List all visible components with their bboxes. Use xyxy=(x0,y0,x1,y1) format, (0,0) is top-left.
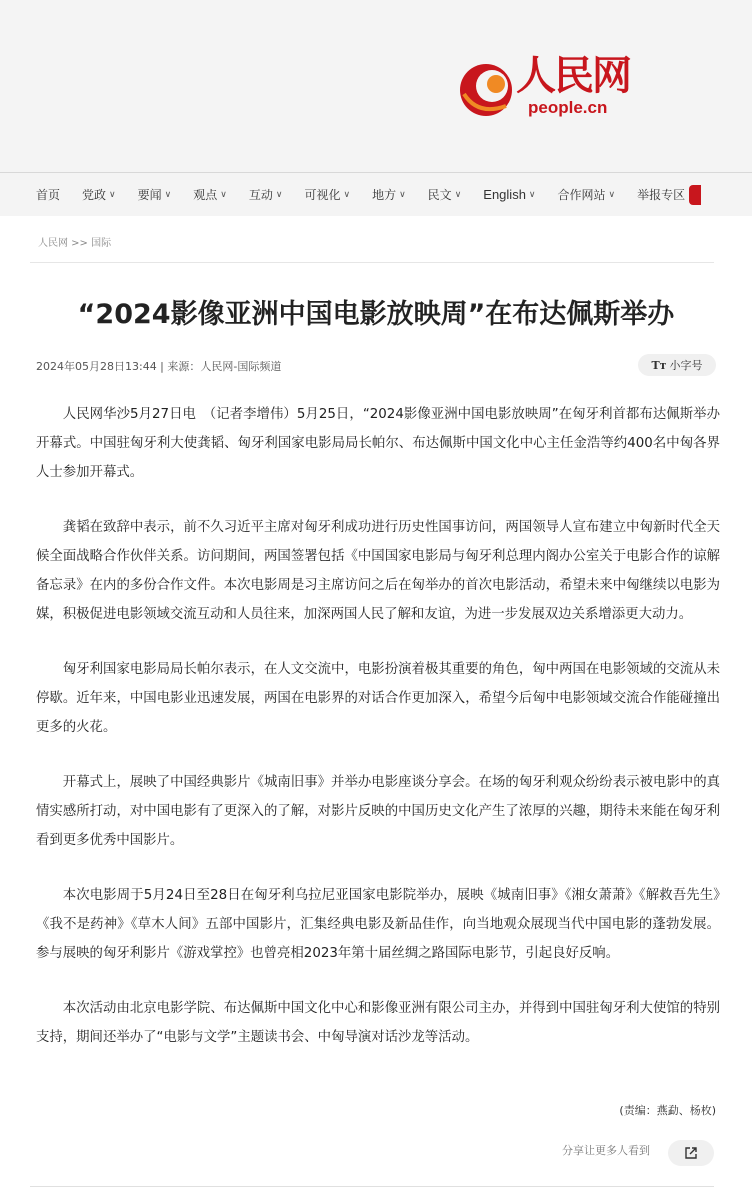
breadcrumb[interactable]: 人民网 >> 国际 xyxy=(38,238,112,249)
article-paragraph: 本次电影周于5月24日至28日在匈牙利乌拉尼亚国家电影院举办，展映《城南旧事》《湘女萧萧》《解救吾先生》《我不是药神》《草木人间》五部中国影片，汇集经典电影及新品佳作，向当地观众展现当代中国电影的蓬勃发展。参与展映的匈牙利影片《游戏掌控》也曾亮相2023年第十届丝绸之路国际电影节，引起良好反响。 xyxy=(36,888,720,961)
share-label: 分享让更多人看到 xyxy=(562,1144,650,1157)
article-paragraph: 匈牙利国家电影局局长帕尔表示，在人文交流中，电影扮演着极其重要的角色，匈中两国在电影领域的交流从未停歇。近年来，中国电影业迅速发展，两国在电影界的对话合作更加深入，希望今后匈中电影领域交流合作能碰撞出更多的火花。 xyxy=(36,662,720,735)
editor-credit: (责编：燕勐、杨枚) xyxy=(619,1104,716,1117)
chevron-down-icon: ∨ xyxy=(275,189,283,200)
nav-partner-sites[interactable]: 合作网站 ∨ xyxy=(557,188,616,202)
article-paragraph: 开幕式上，展映了中国经典影片《城南旧事》并举办电影座谈分享会。在场的匈牙利观众纷纷表示被电影中的真情实感所打动，对中国电影有了更深入的了解，对影片反映的中国历史文化产生了浓厚的兴趣，期待未来能在匈牙利看到更多优秀中国影片。 xyxy=(36,775,720,848)
logo-text-cn: 人民网 xyxy=(516,52,630,99)
nav-interact[interactable]: 互动 ∨ xyxy=(248,188,283,202)
nav-english[interactable]: English ∨ xyxy=(483,187,536,202)
chevron-down-icon: ∨ xyxy=(608,189,616,200)
font-size-toggle[interactable] xyxy=(638,354,716,376)
share-button[interactable] xyxy=(668,1140,714,1166)
chevron-down-icon: ∨ xyxy=(220,189,227,200)
article-paragraph: 本次活动由北京电影学院、布达佩斯中国文化中心和影像亚洲有限公司主办，并得到中国驻匈牙利大使馆的特别支持，期间还举办了“电影与文学”主题读书会、中匈导演对话沙龙等活动。 xyxy=(36,1001,720,1045)
chevron-down-icon: ∨ xyxy=(454,189,462,200)
divider xyxy=(30,262,714,263)
chevron-down-icon: ∨ xyxy=(343,189,351,200)
chevron-down-icon: ∨ xyxy=(164,189,172,200)
nav-visual[interactable]: 可视化 ∨ xyxy=(304,188,351,202)
nav-party-gov[interactable]: 党政 ∨ xyxy=(82,188,116,202)
logo-text-en: people.cn xyxy=(528,98,608,117)
nav-opinion[interactable]: 观点 ∨ xyxy=(193,188,227,202)
text-size-icon: Tт xyxy=(651,358,667,372)
article-paragraph: 人民网华沙5月27日电 （记者李增伟）5月25日，“2024影像亚洲中国电影放映周”在匈牙利首都布达佩斯举办开幕式。中国驻匈牙利大使龚韬、匈牙利国家电影局局长帕尔、布达佩斯中国文化中心主任金浩等约400名中匈各界人士参加开幕式。 xyxy=(36,407,720,480)
people-cn-logo[interactable] xyxy=(458,54,638,124)
article-paragraph: 龚韬在致辞中表示，前不久习近平主席对匈牙利成功进行历史性国事访问，两国领导人宣布建立中匈新时代全天候全面战略合作伙伴关系。访问期间，两国签署包括《中国国家电影局与匈牙利总理内阁办公室关于电影合作的谅解备忘录》在内的多份合作文件。本次电影周是习主席访问之后在匈举办的首次电影活动，希望未来中匈继续以电影为媒，积极促进电影领域交流互动和人员往来，加深两国人民了解和友谊，为进一步发展双边关系增添更大动力。 xyxy=(36,520,720,622)
logo-swirl-icon xyxy=(458,58,518,120)
divider xyxy=(30,1186,714,1187)
nav-home[interactable]: 首页 xyxy=(36,188,61,202)
article-body xyxy=(36,400,720,1078)
chevron-down-icon: ∨ xyxy=(399,189,406,200)
share-external-icon xyxy=(684,1146,698,1160)
chevron-down-icon: ∨ xyxy=(528,189,536,199)
nav-minority-lang[interactable]: 民文 ∨ xyxy=(427,188,462,202)
nav-local[interactable]: 地方 ∨ xyxy=(372,188,406,202)
nav-report[interactable]: 举报专区 xyxy=(637,188,686,202)
chevron-down-icon: ∨ xyxy=(109,189,116,200)
font-size-label: 小字号 xyxy=(669,359,703,372)
article-meta: 2024年05月28日13:44 | 来源：人民网-国际频道 xyxy=(36,360,282,373)
main-nav xyxy=(0,172,752,216)
nav-edge-badge[interactable] xyxy=(689,185,701,205)
nav-news[interactable]: 要闻 ∨ xyxy=(137,188,172,202)
site-header xyxy=(0,0,752,172)
article-title: “2024影像亚洲中国电影放映周”在布达佩斯举办 xyxy=(77,299,675,330)
